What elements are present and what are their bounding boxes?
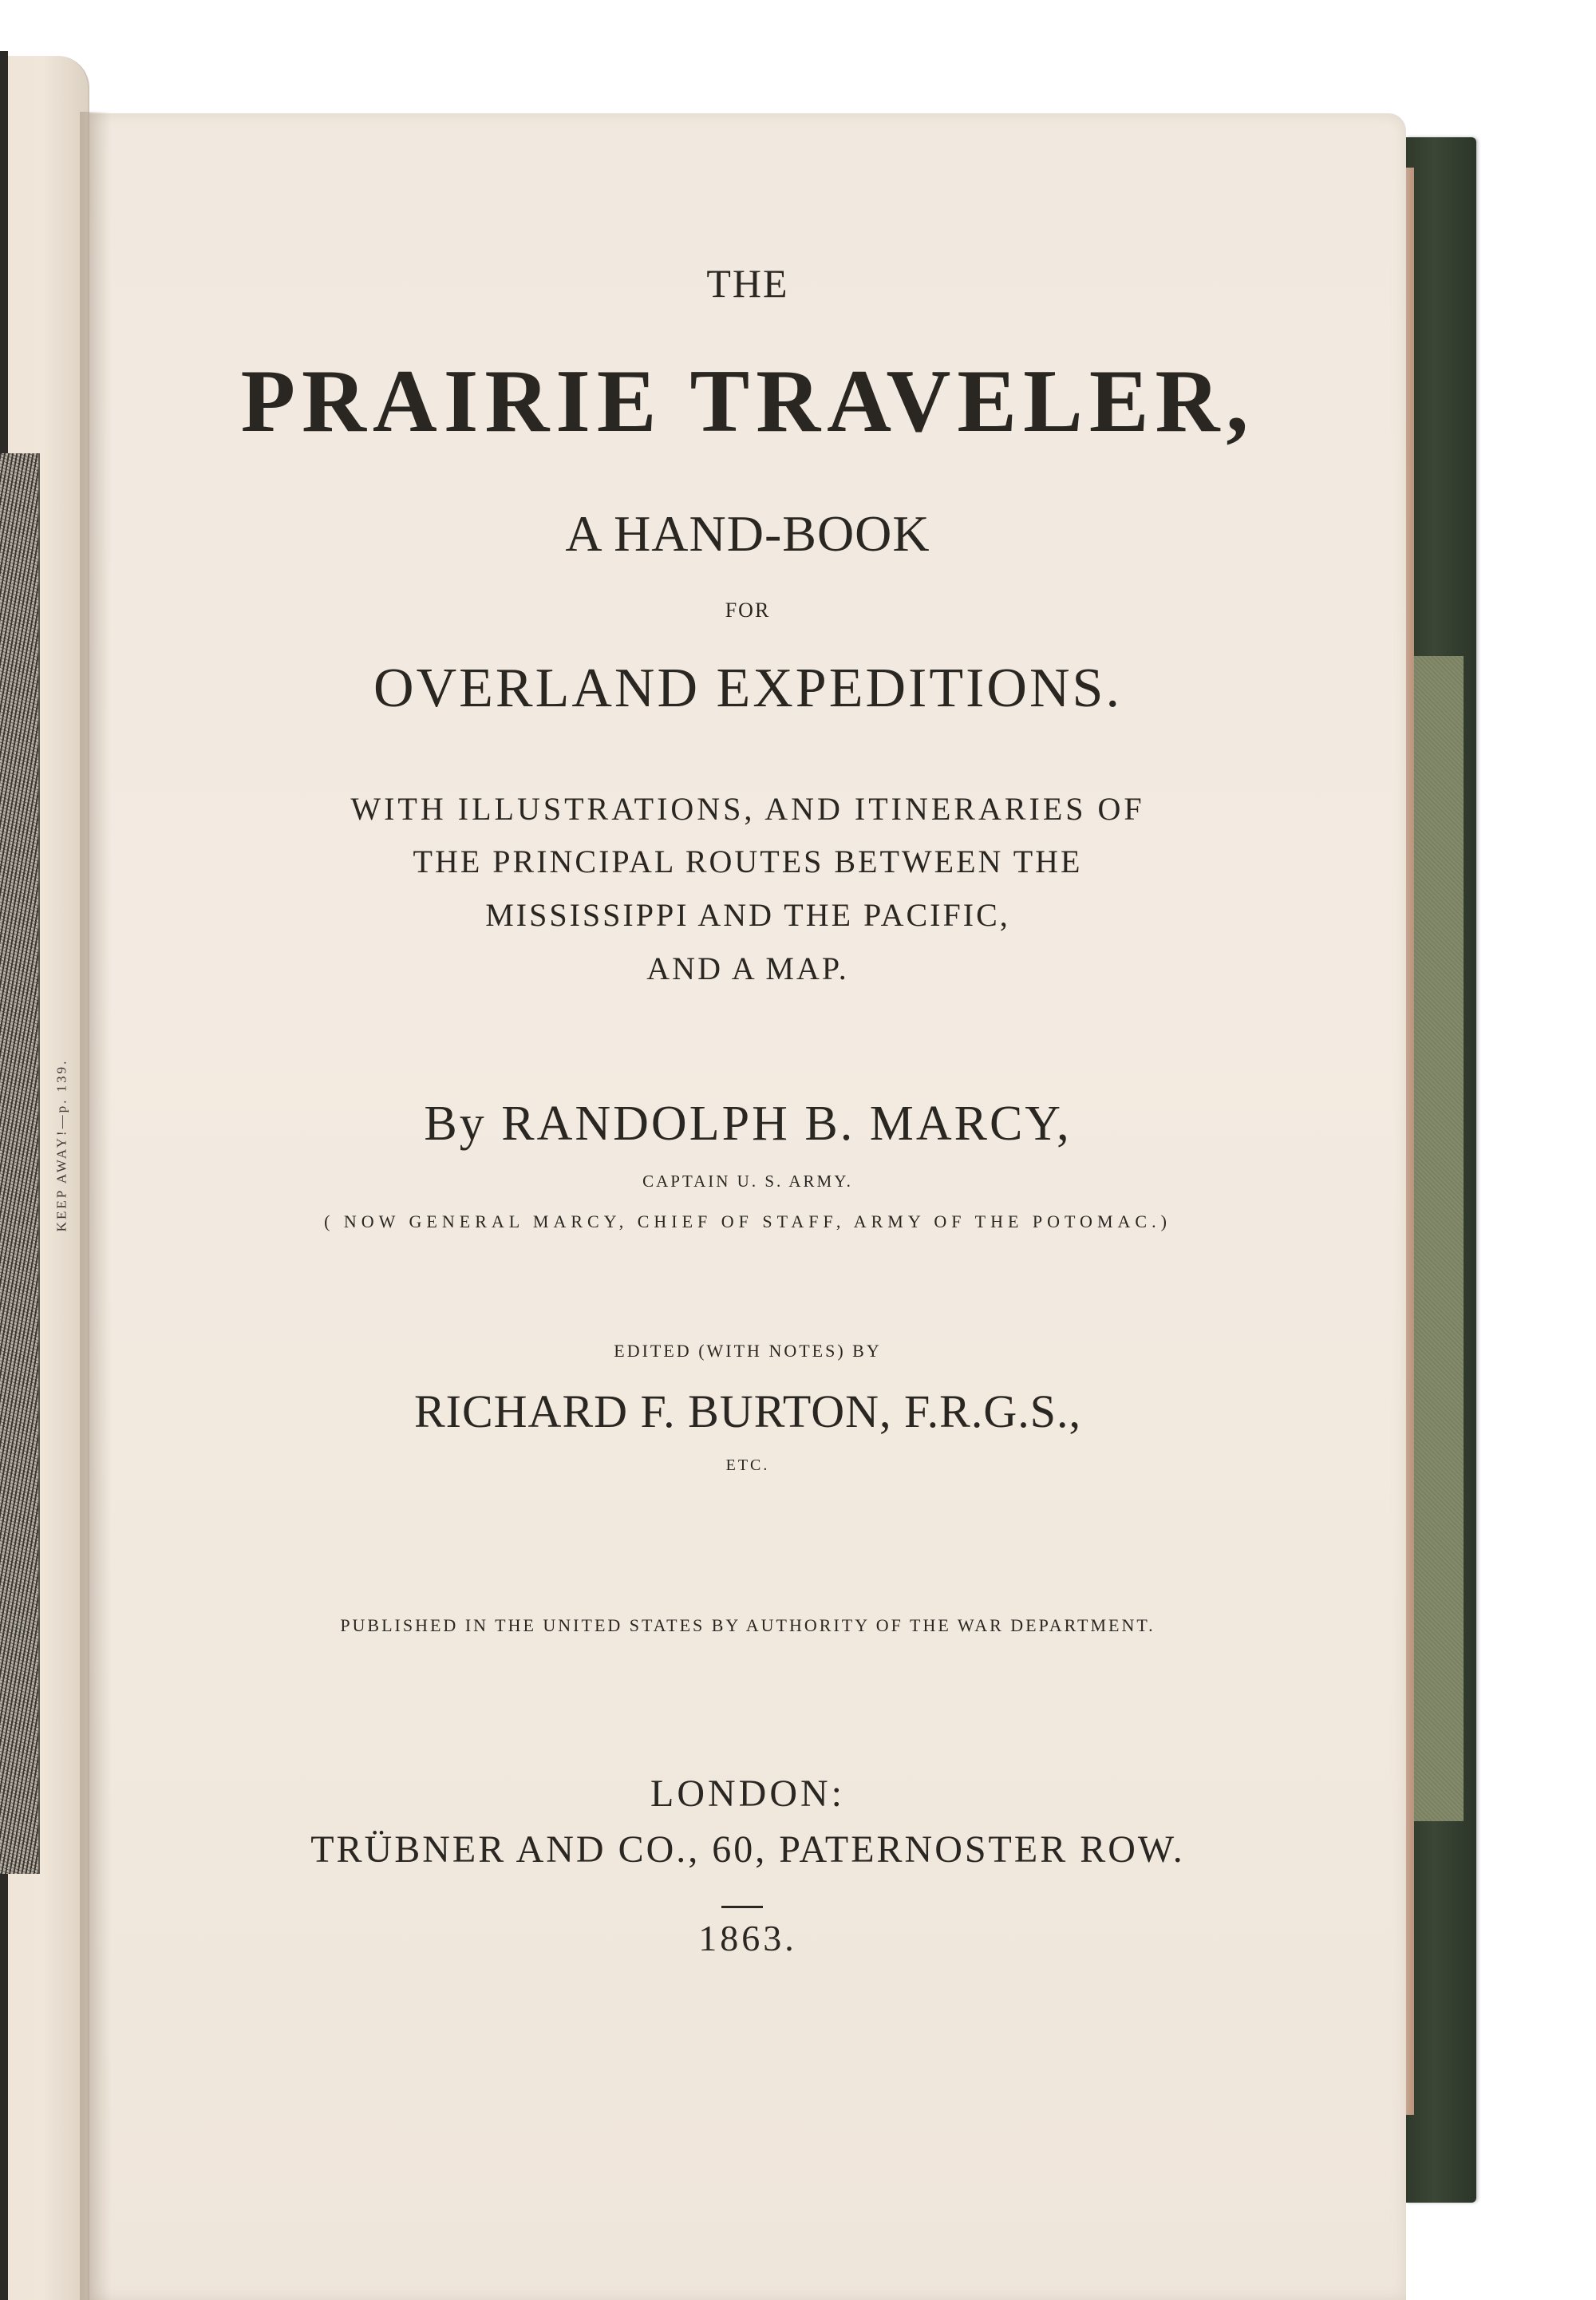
author-rank: CAPTAIN U. S. ARMY. [642, 1172, 853, 1191]
frontispiece-engraving [0, 453, 40, 1874]
imprint-city: LONDON: [650, 1772, 845, 1815]
description-line-3: MISSISSIPPI AND THE PACIFIC, [485, 897, 1010, 933]
publication-note: PUBLISHED IN THE UNITED STATES BY AUTHORITY OF THE WAR DEPARTMENT. [340, 1615, 1156, 1635]
editor-name: RICHARD F. BURTON, F.R.G.S., [413, 1385, 1081, 1437]
frontispiece-caption [49, 1014, 73, 1277]
editor-etc: ETC. [725, 1456, 770, 1474]
description-line-2: THE PRINCIPAL ROUTES BETWEEN THE [413, 844, 1083, 879]
description-line-1: WITH ILLUSTRATIONS, AND ITINERARIES OF [350, 791, 1145, 827]
author-note: ( NOW GENERAL MARCY, CHIEF OF STAFF, ARMY OF THE POTOMAC.) [324, 1211, 1171, 1231]
cover-cloth-panel [1414, 656, 1464, 1821]
imprint-rule [721, 1906, 763, 1908]
gutter-shadow [80, 112, 112, 2300]
description-line-4: AND A MAP. [646, 950, 849, 986]
imprint-publisher: TRÜBNER AND CO., 60, PATERNOSTER ROW. [310, 1828, 1185, 1871]
subtitle-for: FOR [725, 599, 771, 622]
book-title: PRAIRIE TRAVELER, [240, 352, 1255, 451]
imprint-year: 1863. [698, 1918, 797, 1958]
frontispiece-caption-text: KEEP AWAY!—p. 139. [53, 1058, 69, 1232]
title-the: THE [706, 261, 789, 306]
edited-by: EDITED (WITH NOTES) BY [614, 1341, 882, 1361]
author-line: By RANDOLPH B. MARCY, [424, 1097, 1072, 1151]
subtitle-handbook: A HAND-BOOK [565, 505, 930, 562]
subtitle-overland: OVERLAND EXPEDITIONS. [373, 658, 1122, 719]
title-page [89, 113, 1406, 2300]
